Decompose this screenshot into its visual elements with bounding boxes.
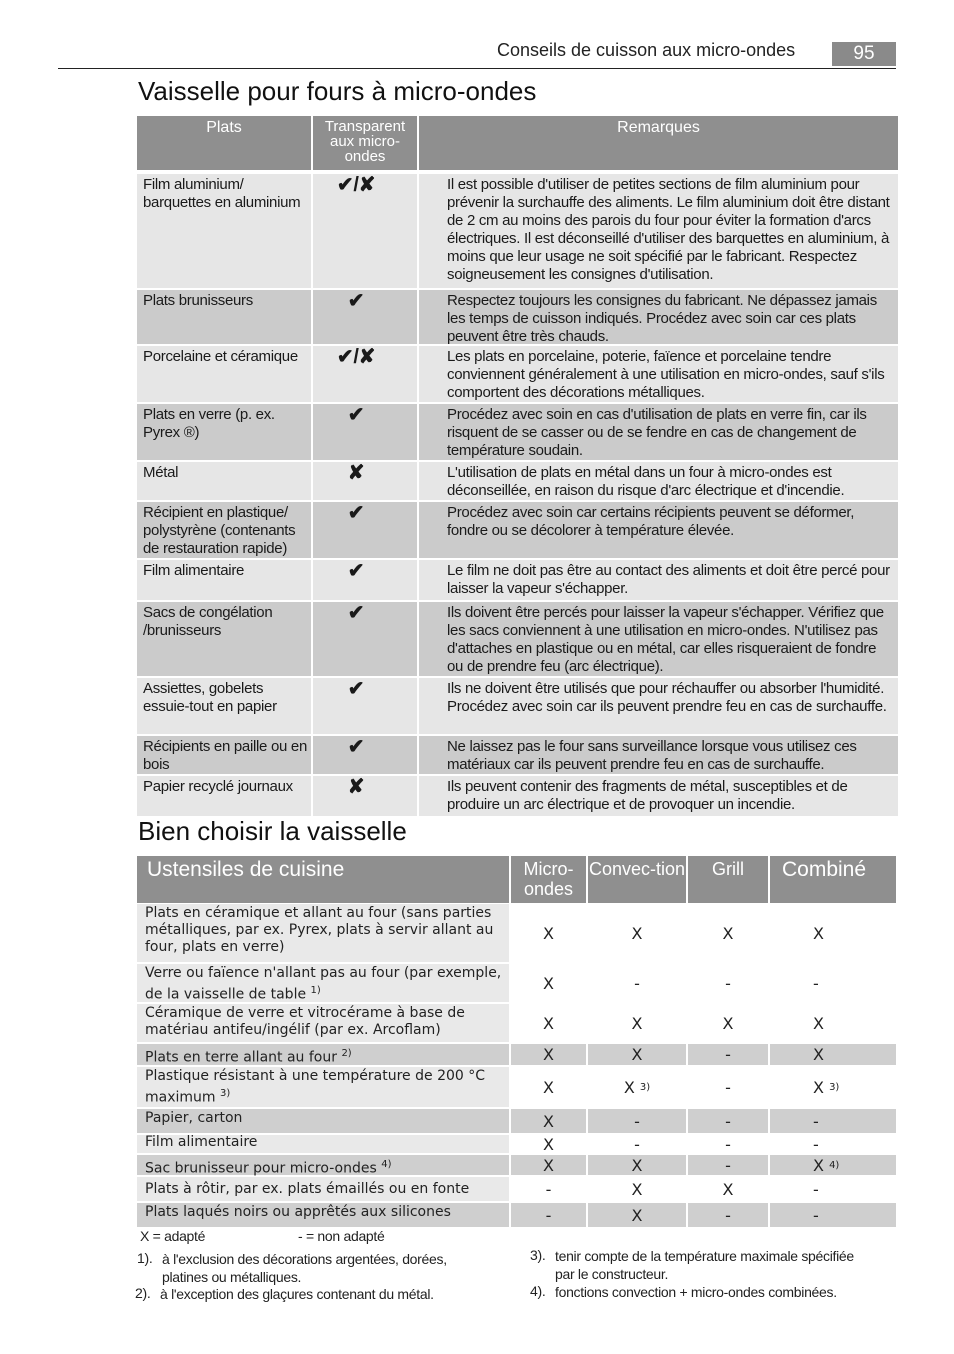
cell-grill: X bbox=[688, 1004, 768, 1042]
cell-plat: Assiettes, gobelets essuie-tout en papier bbox=[137, 678, 311, 734]
footnote-ref: 1) bbox=[310, 985, 321, 996]
cell-transparent: ✔ bbox=[313, 502, 417, 558]
column-header-combine: Combiné bbox=[770, 856, 896, 903]
cell-micro-ondes: X bbox=[511, 1135, 586, 1153]
column-header-grill: Grill bbox=[688, 856, 768, 903]
cell-remarque: Ils doivent être percés pour laisser la vapeur s'échapper. Vérifiez que les sacs conviennent à une utilisation en micro-ondes. N'utilisez pas d'attaches en plastique ou en métal, car elles risqueraient de fondre ou de prendre feu (arc électrique). bbox=[419, 602, 898, 676]
cell-transparent: ✔ bbox=[313, 602, 417, 676]
table-row bbox=[137, 462, 898, 502]
cell-ustensile bbox=[137, 1177, 509, 1201]
cell-convection-value: X bbox=[623, 1077, 635, 1097]
cell-remarque: Ne laissez pas le four sans surveillance lorsque vous utilisez ces matériaux car ils peuvent prendre feu en cas de surchauffe. bbox=[419, 736, 898, 774]
cell-micro-ondes: X bbox=[511, 1044, 586, 1065]
cell-remarque: Le film ne doit pas être au contact des aliments et doit être percé pour laisser la vapeur s'échapper. bbox=[419, 560, 898, 600]
cell-plat: Sacs de congélation /brunisseurs bbox=[137, 602, 311, 676]
column-header-micro-ondes: Micro-ondes bbox=[511, 856, 586, 903]
cell-plat: Récipients en paille ou en bois bbox=[137, 736, 311, 774]
table-row bbox=[137, 560, 898, 602]
footnote-3 bbox=[530, 1247, 890, 1287]
cell-grill: X bbox=[688, 1177, 768, 1201]
cell-plat: Porcelaine et céramique bbox=[137, 346, 311, 402]
table-row bbox=[137, 678, 898, 736]
section-title-vaisselle: Vaisselle pour fours à micro-ondes bbox=[138, 76, 537, 106]
cell-transparent: ✔ bbox=[313, 736, 417, 774]
cell-combine-value: X bbox=[813, 1077, 824, 1097]
cell-micro-ondes: X bbox=[511, 1067, 586, 1107]
cell-plat: Film alimentaire bbox=[137, 560, 311, 600]
footnote-ref: 3) bbox=[829, 1081, 840, 1093]
cell-transparent: ✘ bbox=[313, 462, 417, 500]
footnote-2 bbox=[135, 1285, 495, 1305]
table-row bbox=[137, 904, 896, 964]
footnote-text: à l'exception des glaçures contenant du métal. bbox=[160, 1286, 434, 1302]
cell-plat: Papier recyclé journaux bbox=[137, 776, 311, 816]
cell-combine bbox=[770, 1155, 896, 1175]
cell-remarque: Les plats en porcelaine, poterie, faïence et porcelaine tendre conviennent généralement à une utilisation en micro-ondes, sauf s'ils comportent des décorations métalliques. bbox=[419, 346, 898, 402]
table-row bbox=[137, 1177, 896, 1203]
cell-ustensile-text: Plastique résistant à une température de 200 °C maximum bbox=[145, 1068, 486, 1106]
cell-grill: - bbox=[688, 1067, 768, 1107]
cell-combine: - bbox=[770, 1203, 896, 1227]
cell-transparent: ✘ bbox=[313, 776, 417, 816]
cell-combine bbox=[770, 1067, 896, 1107]
cell-micro-ondes: X bbox=[511, 1004, 586, 1042]
table-row bbox=[137, 1203, 896, 1229]
table-row bbox=[137, 502, 898, 560]
cell-convection: X bbox=[588, 1155, 686, 1175]
cell-micro-ondes: X bbox=[511, 1109, 586, 1133]
cell-combine: - bbox=[770, 964, 896, 1002]
table-row bbox=[137, 964, 896, 1004]
table-row bbox=[137, 736, 898, 776]
cell-plat: Film aluminium/ barquettes en aluminium bbox=[137, 174, 311, 288]
cell-convection: - bbox=[588, 964, 686, 1002]
table-row bbox=[137, 404, 898, 462]
cell-combine: X bbox=[770, 904, 896, 962]
table-row bbox=[137, 174, 898, 290]
table-row bbox=[137, 602, 898, 678]
cell-ustensile bbox=[137, 1203, 509, 1227]
cell-combine: - bbox=[770, 1135, 896, 1153]
table-row bbox=[137, 1135, 896, 1155]
cell-grill: - bbox=[688, 1135, 768, 1153]
cell-ustensile-text: Verre ou faïence n'allant pas au four (par exemple, de la vaisselle de table bbox=[145, 965, 502, 1003]
cell-grill: - bbox=[688, 964, 768, 1002]
header-rule bbox=[58, 68, 896, 69]
cell-convection: X bbox=[588, 1203, 686, 1227]
footnote-number: 4). bbox=[530, 1283, 546, 1299]
cell-ustensile-text: Film alimentaire bbox=[145, 1134, 258, 1150]
table-row bbox=[137, 1044, 896, 1067]
footnote-number: 3). bbox=[530, 1247, 546, 1263]
cell-ustensile bbox=[137, 1067, 509, 1107]
footnote-text: tenir compte de la température maximale spécifiée par le constructeur. bbox=[555, 1248, 854, 1282]
cell-plat: Récipient en plastique/ polystyrène (contenants de restauration rapide) bbox=[137, 502, 311, 558]
column-header-remarques: Remarques bbox=[419, 116, 898, 170]
cell-remarque: Procédez avec soin en cas d'utilisation de plats en verre fin, car ils risquent de se casser ou de se fendre en cas de changement de température soudain. bbox=[419, 404, 898, 460]
cell-micro-ondes: X bbox=[511, 904, 586, 962]
cell-ustensile bbox=[137, 1135, 509, 1153]
cell-transparent: ✔/✘ bbox=[313, 174, 417, 288]
cell-combine-value: X bbox=[813, 1155, 824, 1175]
cell-convection: - bbox=[588, 1109, 686, 1133]
cell-ustensile bbox=[137, 1109, 509, 1133]
cell-grill: - bbox=[688, 1203, 768, 1227]
column-header-convection: Convec-tion bbox=[588, 856, 686, 903]
cell-plat: Métal bbox=[137, 462, 311, 500]
table-row bbox=[137, 1155, 896, 1177]
footnote-ref: 3) bbox=[639, 1081, 651, 1093]
footnote-number: 2). bbox=[135, 1285, 151, 1301]
cell-ustensile bbox=[137, 1044, 509, 1065]
cell-convection: X bbox=[588, 904, 686, 962]
cell-ustensile-text: Plats en céramique et allant au four (sans parties métalliques, par ex. Pyrex, plats à servir allant au four, plats en verre) bbox=[145, 905, 494, 955]
footnote-number: 1). bbox=[137, 1250, 153, 1266]
cell-ustensile bbox=[137, 1155, 509, 1175]
cell-ustensile bbox=[137, 964, 509, 1002]
footnote-4 bbox=[530, 1283, 890, 1303]
cell-ustensile bbox=[137, 904, 509, 962]
table-row bbox=[137, 1109, 896, 1135]
cell-transparent: ✔ bbox=[313, 560, 417, 600]
cell-transparent: ✔ bbox=[313, 404, 417, 460]
table-row bbox=[137, 1067, 896, 1109]
table-row bbox=[137, 1004, 896, 1044]
cell-transparent: ✔/✘ bbox=[313, 346, 417, 402]
cell-ustensile-text: Céramique de verre et vitrocérame à base de matériau antifeu/ingélif (par ex. Arcoflam) bbox=[145, 1005, 465, 1038]
cell-ustensile-text: Papier, carton bbox=[145, 1110, 243, 1126]
cell-ustensile-text: Sac brunisseur pour micro-ondes bbox=[145, 1160, 377, 1177]
cell-convection: - bbox=[588, 1135, 686, 1153]
cell-micro-ondes: - bbox=[511, 1177, 586, 1201]
cell-micro-ondes: X bbox=[511, 1155, 586, 1175]
table-row bbox=[137, 776, 898, 818]
cell-combine: X bbox=[770, 1044, 896, 1065]
cell-grill: - bbox=[688, 1044, 768, 1065]
legend-non-adapte: - = non adapté bbox=[298, 1228, 385, 1244]
footnote-ref: 3) bbox=[220, 1088, 231, 1099]
cell-micro-ondes: - bbox=[511, 1203, 586, 1227]
cell-combine: - bbox=[770, 1109, 896, 1133]
column-header-plats: Plats bbox=[137, 116, 311, 170]
cell-remarque: Il est possible d'utiliser de petites sections de film aluminium pour prévenir la surchauffe des aliments. Le film aluminium doit être distant de 2 cm au moins des parois du four pour éviter la formation d'arcs électriques. Il est déconseillé d'utiliser des barquettes en aluminium, à moins que leur usage ne soit spécifié par le fabricant. Respectez soigneusement les consignes d'utilisation. bbox=[419, 174, 898, 288]
cell-remarque: Ils peuvent contenir des fragments de métal, susceptibles et de produire un arc électrique et de provoquer un incendie. bbox=[419, 776, 898, 816]
column-header-ustensiles: Ustensiles de cuisine bbox=[137, 856, 509, 903]
cell-convection bbox=[588, 1067, 686, 1107]
cell-ustensile bbox=[137, 1004, 509, 1042]
table-row bbox=[137, 346, 898, 404]
table-row bbox=[137, 290, 898, 346]
cell-micro-ondes: X bbox=[511, 964, 586, 1002]
cell-transparent: ✔ bbox=[313, 678, 417, 734]
cell-grill: - bbox=[688, 1109, 768, 1133]
cell-grill: X bbox=[688, 904, 768, 962]
page-number: 95 bbox=[832, 42, 896, 66]
cell-combine: X bbox=[770, 1004, 896, 1042]
cell-ustensile-text: Plats en terre allant au four bbox=[145, 1049, 337, 1066]
header-title: Conseils de cuisson aux micro-ondes bbox=[497, 40, 796, 60]
legend-adapte: X = adapté bbox=[140, 1228, 206, 1244]
cell-transparent: ✔ bbox=[313, 290, 417, 344]
column-header-transparent: Transparent aux micro-ondes bbox=[313, 116, 417, 170]
cell-combine: - bbox=[770, 1177, 896, 1201]
cell-remarque: Respectez toujours les consignes du fabricant. Ne dépassez jamais les temps de cuisson indiqués. Procédez avec soin car ces plats peuvent être très chauds. bbox=[419, 290, 898, 344]
footnote-ref: 4) bbox=[381, 1159, 392, 1170]
cell-plat: Plats en verre (p. ex. Pyrex ®) bbox=[137, 404, 311, 460]
cell-convection: X bbox=[588, 1044, 686, 1065]
cell-remarque: Procédez avec soin car certains récipients peuvent se déformer, fondre ou se décolorer à température élevée. bbox=[419, 502, 898, 558]
cell-convection: X bbox=[588, 1004, 686, 1042]
cell-plat: Plats brunisseurs bbox=[137, 290, 311, 344]
footnote-ref: 2) bbox=[341, 1048, 352, 1059]
footnote-text: à l'exclusion des décorations argentées, dorées, platines ou métalliques. bbox=[162, 1251, 447, 1285]
cell-convection: X bbox=[588, 1177, 686, 1201]
cell-grill: - bbox=[688, 1155, 768, 1175]
cell-ustensile-text: Plats laqués noirs ou apprêtés aux silicones bbox=[145, 1204, 451, 1220]
cell-ustensile-text: Plats à rôtir, par ex. plats émaillés ou en fonte bbox=[145, 1181, 470, 1197]
footnote-text: fonctions convection + micro-ondes combinées. bbox=[555, 1284, 837, 1300]
footnote-ref: 4) bbox=[829, 1159, 840, 1171]
footnote-1 bbox=[137, 1250, 497, 1290]
cell-remarque: Ils ne doivent être utilisés que pour réchauffer ou absorber l'humidité. Procédez avec soin car ils peuvent prendre feu en cas de surchauffe. bbox=[419, 678, 898, 734]
cell-remarque: L'utilisation de plats en métal dans un four à micro-ondes est déconseillée, en raison du risque d'arc électrique et d'incendie. bbox=[419, 462, 898, 500]
section-title-bien-choisir: Bien choisir la vaisselle bbox=[138, 816, 407, 846]
